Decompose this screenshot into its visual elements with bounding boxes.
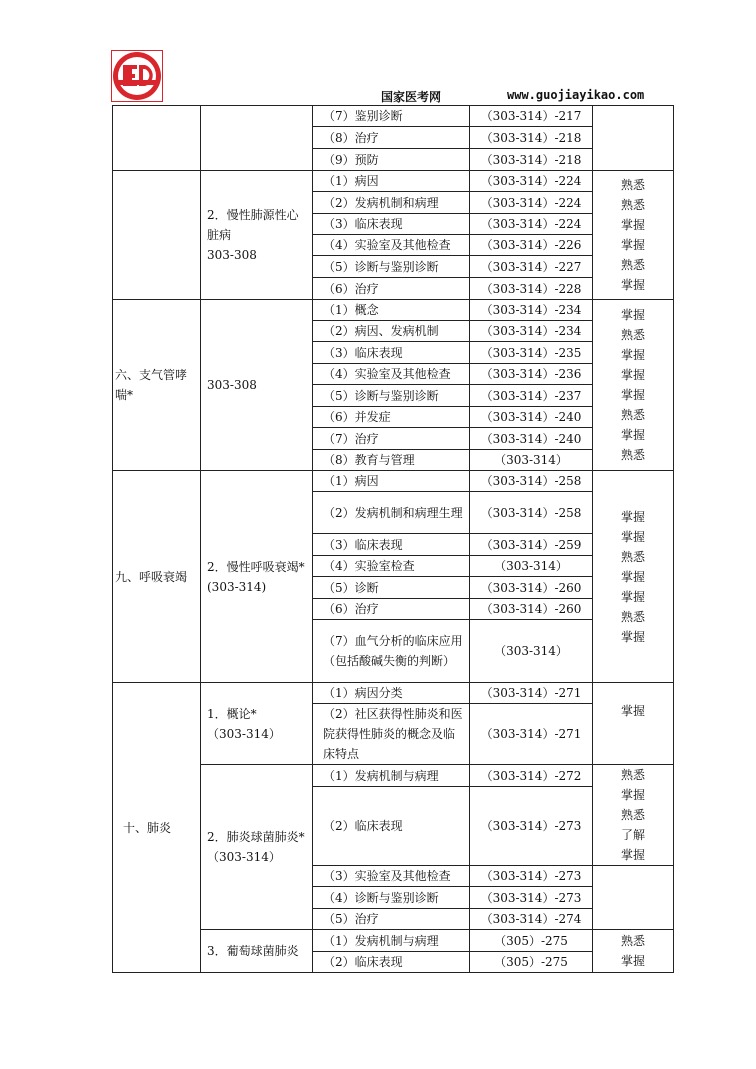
unit-cell bbox=[113, 106, 201, 171]
unit-cell: 六、支气管哮喘* bbox=[113, 300, 201, 471]
site-url: www.guojiayikao.com bbox=[507, 88, 645, 102]
page-cell: （303-314）-237 bbox=[470, 385, 593, 407]
page-cell: （303-314）-234 bbox=[470, 300, 593, 321]
level-label: 掌握 bbox=[620, 954, 645, 968]
topic-cell: 3．葡萄球菌肺炎 bbox=[201, 930, 313, 973]
level-label: 掌握 bbox=[620, 529, 645, 544]
page-cell: （303-314）-258 bbox=[470, 492, 593, 534]
page-cell: （303-314） bbox=[470, 556, 593, 577]
topic-cell bbox=[201, 765, 313, 930]
page-cell: （303-314）-234 bbox=[470, 321, 593, 342]
page-cell: （303-314）-235 bbox=[470, 342, 593, 364]
level-label: 熟悉 bbox=[620, 768, 645, 782]
item-cell: （3）临床表现 bbox=[313, 214, 470, 235]
page-cell: （303-314）-271 bbox=[470, 704, 593, 765]
topic-page: 303-308 bbox=[207, 248, 257, 262]
topic-title: 2．慢性肺源性心脏病 bbox=[207, 208, 299, 242]
level-cell bbox=[593, 106, 674, 171]
page-cell: （303-314）-260 bbox=[470, 577, 593, 599]
page-cell: （303-314）-226 bbox=[470, 235, 593, 256]
item-cell: （5）诊断与鉴别诊断 bbox=[313, 385, 470, 407]
level-label: 熟悉 bbox=[620, 609, 645, 624]
level-cell bbox=[593, 300, 674, 471]
item-cell: （2）发病机制和病理 bbox=[313, 192, 470, 214]
page-cell: （303-314）-240 bbox=[470, 407, 593, 428]
topic-cell: 303-308 bbox=[201, 300, 313, 471]
level-label: 熟悉 bbox=[620, 448, 645, 462]
item-cell: （7）鉴别诊断 bbox=[313, 106, 470, 127]
level-label: 掌握 bbox=[620, 388, 645, 402]
page-cell: （303-314）-260 bbox=[470, 599, 593, 620]
item-cell: （5）诊断与鉴别诊断 bbox=[313, 256, 470, 278]
item-cell: （2）临床表现 bbox=[313, 952, 470, 973]
level-cell bbox=[593, 171, 674, 300]
page-cell: （303-314）-224 bbox=[470, 171, 593, 192]
topic-cell bbox=[201, 683, 313, 765]
page-cell: （303-314） bbox=[470, 450, 593, 471]
page-cell: （303-314）-228 bbox=[470, 278, 593, 300]
topic-title: 2．肺炎球菌肺炎* bbox=[207, 830, 305, 844]
level-label: 了解 bbox=[620, 828, 645, 842]
table-row bbox=[113, 300, 674, 321]
item-cell: （8）治疗 bbox=[313, 127, 470, 149]
level-label: 熟悉 bbox=[620, 258, 645, 272]
level-label: 掌握 bbox=[620, 218, 645, 232]
level-label: 熟悉 bbox=[620, 808, 645, 822]
item-cell: （1）发病机制与病理 bbox=[313, 930, 470, 952]
item-cell: （4）诊断与鉴别诊断 bbox=[313, 887, 470, 909]
level-label: 掌握 bbox=[620, 368, 645, 382]
level-label: 掌握 bbox=[620, 348, 645, 362]
page-cell: （303-314）-273 bbox=[470, 866, 593, 887]
table-row bbox=[113, 171, 674, 192]
topic-cell bbox=[201, 471, 313, 683]
item-cell: （3）临床表现 bbox=[313, 534, 470, 556]
level-cell bbox=[593, 866, 674, 930]
level-label: 掌握 bbox=[620, 278, 645, 292]
item-cell: （2）临床表现 bbox=[313, 787, 470, 866]
page-cell: （305）-275 bbox=[470, 952, 593, 973]
page-cell: （303-314）-273 bbox=[470, 887, 593, 909]
page-cell: （303-314）-236 bbox=[470, 364, 593, 385]
site-title: 国家医考网 bbox=[381, 90, 442, 104]
page-cell: （303-314）-258 bbox=[470, 471, 593, 492]
level-label: 掌握 bbox=[620, 509, 645, 524]
item-cell: （3）实验室及其他检查 bbox=[313, 866, 470, 887]
item-cell: （4）实验室及其他检查 bbox=[313, 235, 470, 256]
item-cell: （4）实验室及其他检查 bbox=[313, 364, 470, 385]
page-cell: （303-314）-224 bbox=[470, 214, 593, 235]
page-cell: （303-314）-227 bbox=[470, 256, 593, 278]
item-cell: （9）预防 bbox=[313, 149, 470, 171]
page-cell: （303-314） bbox=[470, 620, 593, 683]
item-cell: （1）发病机制与病理 bbox=[313, 765, 470, 787]
topic-page: （303-314） bbox=[207, 726, 281, 741]
item-cell: （7）血气分析的临床应用（包括酸碱失衡的判断） bbox=[313, 620, 470, 683]
page-cell: （303-314）-218 bbox=[470, 149, 593, 171]
item-cell: （8）教育与管理 bbox=[313, 450, 470, 471]
level-cell bbox=[593, 765, 674, 866]
item-cell: （5）诊断 bbox=[313, 577, 470, 599]
table-row bbox=[113, 106, 674, 127]
item-cell: （2）发病机制和病理生理 bbox=[313, 492, 470, 534]
topic-title: 1．概论* bbox=[207, 706, 257, 721]
level-label: 熟悉 bbox=[620, 198, 645, 212]
topic-cell bbox=[201, 106, 313, 171]
page-cell: （303-314）-224 bbox=[470, 192, 593, 214]
level-label: 熟悉 bbox=[620, 328, 645, 342]
item-cell: （2）病因、发病机制 bbox=[313, 321, 470, 342]
level-label: 掌握 bbox=[620, 238, 645, 252]
level-label: 掌握 bbox=[620, 308, 645, 322]
item-cell: （6）治疗 bbox=[313, 278, 470, 300]
level-label: 掌握 bbox=[620, 589, 645, 604]
level-label: 熟悉 bbox=[620, 178, 645, 192]
unit-cell: 九、呼吸衰竭 bbox=[113, 471, 201, 683]
level-label: 掌握 bbox=[620, 704, 645, 718]
page-cell: （303-314）-240 bbox=[470, 428, 593, 450]
item-cell: （4）实验室检查 bbox=[313, 556, 470, 577]
level-label: 掌握 bbox=[620, 788, 645, 802]
page-cell: （303-314）-273 bbox=[470, 787, 593, 866]
page-cell: （303-314）-271 bbox=[470, 683, 593, 704]
level-cell bbox=[593, 471, 674, 683]
level-label: 掌握 bbox=[620, 629, 645, 644]
item-cell: （1）病因 bbox=[313, 171, 470, 192]
level-cell bbox=[593, 930, 674, 973]
page-cell: （303-314）-217 bbox=[470, 106, 593, 127]
topic-page: （303-314） bbox=[207, 850, 281, 864]
unit-cell bbox=[113, 171, 201, 300]
item-cell: （6）治疗 bbox=[313, 599, 470, 620]
page-cell: （305）-275 bbox=[470, 930, 593, 952]
level-label: 掌握 bbox=[620, 428, 645, 442]
topic-title: 2．慢性呼吸衰竭* bbox=[207, 559, 305, 574]
level-label: 掌握 bbox=[620, 848, 645, 862]
item-cell: （1）病因 bbox=[313, 471, 470, 492]
level-cell bbox=[593, 683, 674, 765]
item-cell: （6）并发症 bbox=[313, 407, 470, 428]
item-cell: （7）治疗 bbox=[313, 428, 470, 450]
item-cell: （3）临床表现 bbox=[313, 342, 470, 364]
page-cell: （303-314）-274 bbox=[470, 909, 593, 930]
page-cell: （303-314）-218 bbox=[470, 127, 593, 149]
table-row bbox=[113, 471, 674, 492]
topic-page: (303-314) bbox=[207, 579, 267, 594]
level-label: 熟悉 bbox=[620, 549, 645, 564]
item-cell: （1）概念 bbox=[313, 300, 470, 321]
level-label: 掌握 bbox=[620, 569, 645, 584]
syllabus-table bbox=[112, 105, 674, 973]
page-cell: （303-314）-272 bbox=[470, 765, 593, 787]
table-row bbox=[113, 683, 674, 704]
level-label: 熟悉 bbox=[620, 934, 645, 948]
topic-cell bbox=[201, 171, 313, 300]
level-label: 熟悉 bbox=[620, 408, 645, 422]
page-cell: （303-314）-259 bbox=[470, 534, 593, 556]
unit-cell: 十、肺炎 bbox=[113, 683, 201, 973]
item-cell: （5）治疗 bbox=[313, 909, 470, 930]
item-cell: （1）病因分类 bbox=[313, 683, 470, 704]
item-cell: （2）社区获得性肺炎和医院获得性肺炎的概念及临床特点 bbox=[313, 704, 470, 765]
logo-icon bbox=[111, 50, 163, 102]
